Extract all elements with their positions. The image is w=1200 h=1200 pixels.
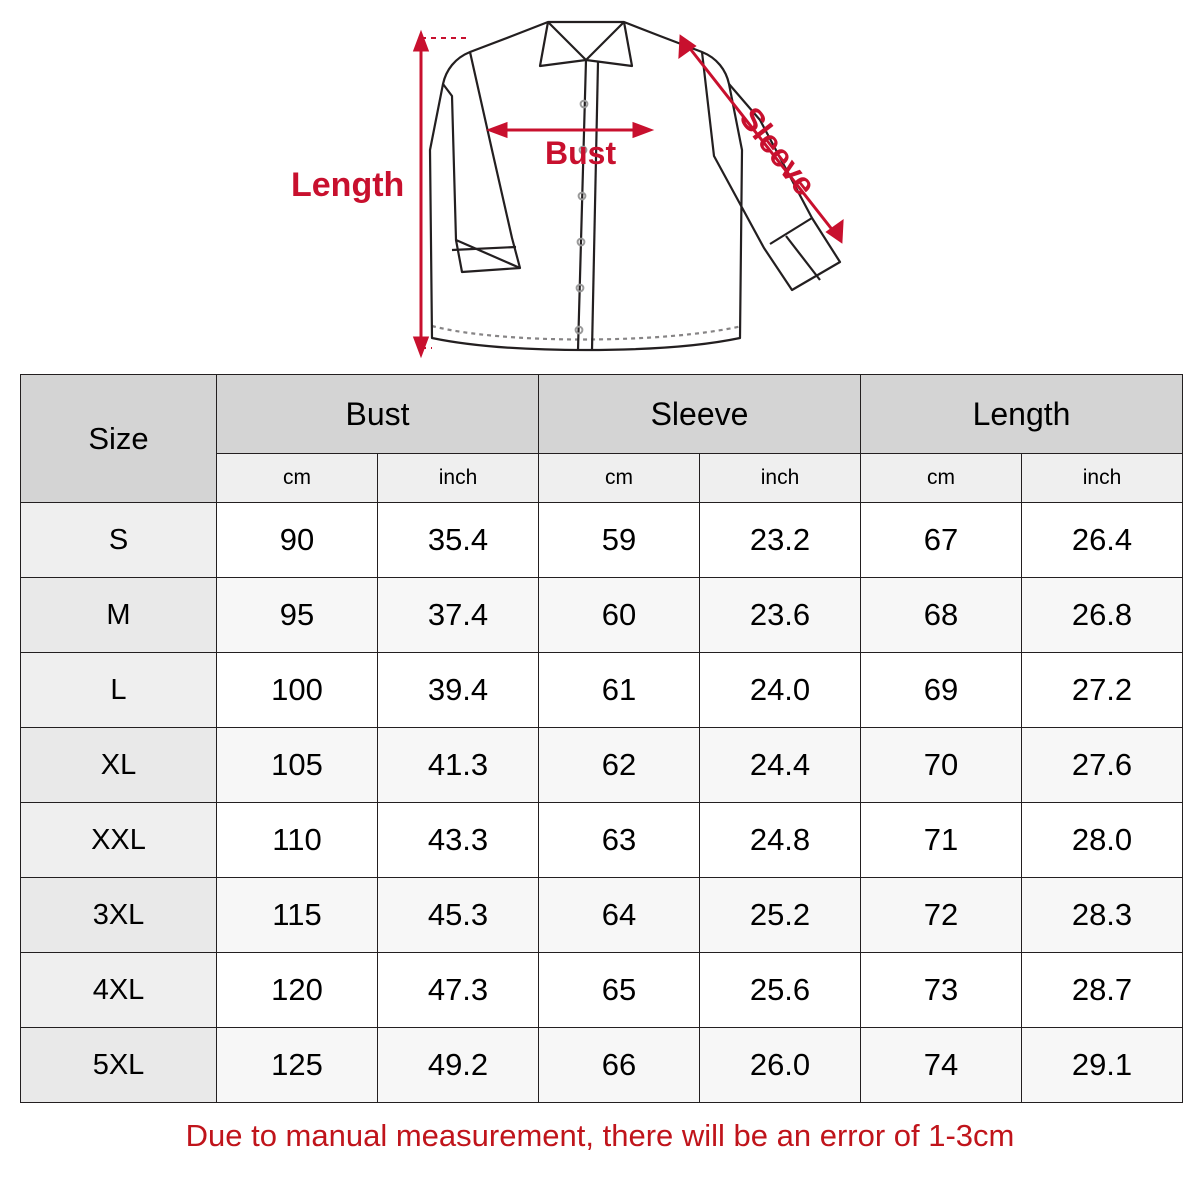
- size-chart-table: [20, 374, 1183, 1103]
- cell-length-inch: 28.3: [1022, 878, 1183, 953]
- cell-sleeve-cm: 63: [539, 803, 700, 878]
- cell-sleeve-inch: 26.0: [700, 1028, 861, 1103]
- bust-label: Bust: [545, 135, 617, 171]
- measurement-disclaimer: Due to manual measurement, there will be an error of 1-3cm: [185, 1118, 1015, 1153]
- cell-sleeve-cm: 59: [539, 503, 700, 578]
- cell-bust-inch: 49.2: [378, 1028, 539, 1103]
- cell-sleeve-inch: 24.8: [700, 803, 861, 878]
- cell-bust-inch: 45.3: [378, 878, 539, 953]
- cell-length-inch: 28.0: [1022, 803, 1183, 878]
- cell-bust-cm: 100: [217, 653, 378, 728]
- cell-bust-inch: 35.4: [378, 503, 539, 578]
- cell-size: S: [21, 503, 217, 578]
- cell-sleeve-inch: 23.6: [700, 578, 861, 653]
- garment-diagram: [0, 0, 1200, 372]
- cell-length-cm: 73: [861, 953, 1022, 1028]
- cell-bust-inch: 43.3: [378, 803, 539, 878]
- cell-size: M: [21, 578, 217, 653]
- cell-bust-inch: 41.3: [378, 728, 539, 803]
- table-row: [21, 728, 1183, 803]
- cell-sleeve-cm: 66: [539, 1028, 700, 1103]
- cell-bust-cm: 120: [217, 953, 378, 1028]
- sleeve-label: Sleeve: [732, 100, 824, 203]
- cell-length-cm: 68: [861, 578, 1022, 653]
- cell-size: XL: [21, 728, 217, 803]
- table-header-row-groups: [21, 375, 1183, 454]
- header-size: Size: [21, 375, 217, 503]
- cell-size: 5XL: [21, 1028, 217, 1103]
- table-row: [21, 1028, 1183, 1103]
- shirt-illustration: [430, 22, 840, 350]
- header-bust-cm: cm: [217, 454, 378, 503]
- header-sleeve-inch: inch: [700, 454, 861, 503]
- table-row: [21, 578, 1183, 653]
- table-row: [21, 878, 1183, 953]
- cell-bust-inch: 47.3: [378, 953, 539, 1028]
- cell-bust-inch: 39.4: [378, 653, 539, 728]
- table-row: [21, 953, 1183, 1028]
- cell-bust-cm: 125: [217, 1028, 378, 1103]
- cell-length-inch: 27.2: [1022, 653, 1183, 728]
- cell-length-cm: 71: [861, 803, 1022, 878]
- cell-length-inch: 27.6: [1022, 728, 1183, 803]
- table-body: [21, 503, 1183, 1103]
- header-sleeve-cm: cm: [539, 454, 700, 503]
- cell-sleeve-inch: 24.4: [700, 728, 861, 803]
- cell-bust-cm: 115: [217, 878, 378, 953]
- cell-bust-inch: 37.4: [378, 578, 539, 653]
- cell-sleeve-inch: 25.2: [700, 878, 861, 953]
- size-table-wrap: [20, 374, 1180, 1103]
- cell-size: L: [21, 653, 217, 728]
- header-length-cm: cm: [861, 454, 1022, 503]
- cell-sleeve-inch: 23.2: [700, 503, 861, 578]
- cell-length-inch: 29.1: [1022, 1028, 1183, 1103]
- cell-length-cm: 72: [861, 878, 1022, 953]
- cell-sleeve-cm: 61: [539, 653, 700, 728]
- cell-sleeve-cm: 62: [539, 728, 700, 803]
- cell-bust-cm: 105: [217, 728, 378, 803]
- cell-size: 3XL: [21, 878, 217, 953]
- header-group-bust: Bust: [217, 375, 539, 454]
- header-length-inch: inch: [1022, 454, 1183, 503]
- cell-bust-cm: 95: [217, 578, 378, 653]
- table-row: [21, 803, 1183, 878]
- cell-bust-cm: 110: [217, 803, 378, 878]
- table-row: [21, 503, 1183, 578]
- header-group-sleeve: Sleeve: [539, 375, 861, 454]
- header-group-length: Length: [861, 375, 1183, 454]
- cell-length-cm: 74: [861, 1028, 1022, 1103]
- cell-length-inch: 28.7: [1022, 953, 1183, 1028]
- cell-sleeve-cm: 65: [539, 953, 700, 1028]
- cell-length-cm: 69: [861, 653, 1022, 728]
- header-bust-inch: inch: [378, 454, 539, 503]
- cell-length-cm: 70: [861, 728, 1022, 803]
- cell-length-cm: 67: [861, 503, 1022, 578]
- cell-size: XXL: [21, 803, 217, 878]
- length-label: Length: [291, 166, 405, 204]
- cell-sleeve-cm: 60: [539, 578, 700, 653]
- table-head: [21, 375, 1183, 503]
- table-row: [21, 653, 1183, 728]
- cell-bust-cm: 90: [217, 503, 378, 578]
- cell-sleeve-inch: 24.0: [700, 653, 861, 728]
- cell-length-inch: 26.8: [1022, 578, 1183, 653]
- cell-size: 4XL: [21, 953, 217, 1028]
- cell-sleeve-inch: 25.6: [700, 953, 861, 1028]
- cell-length-inch: 26.4: [1022, 503, 1183, 578]
- cell-sleeve-cm: 64: [539, 878, 700, 953]
